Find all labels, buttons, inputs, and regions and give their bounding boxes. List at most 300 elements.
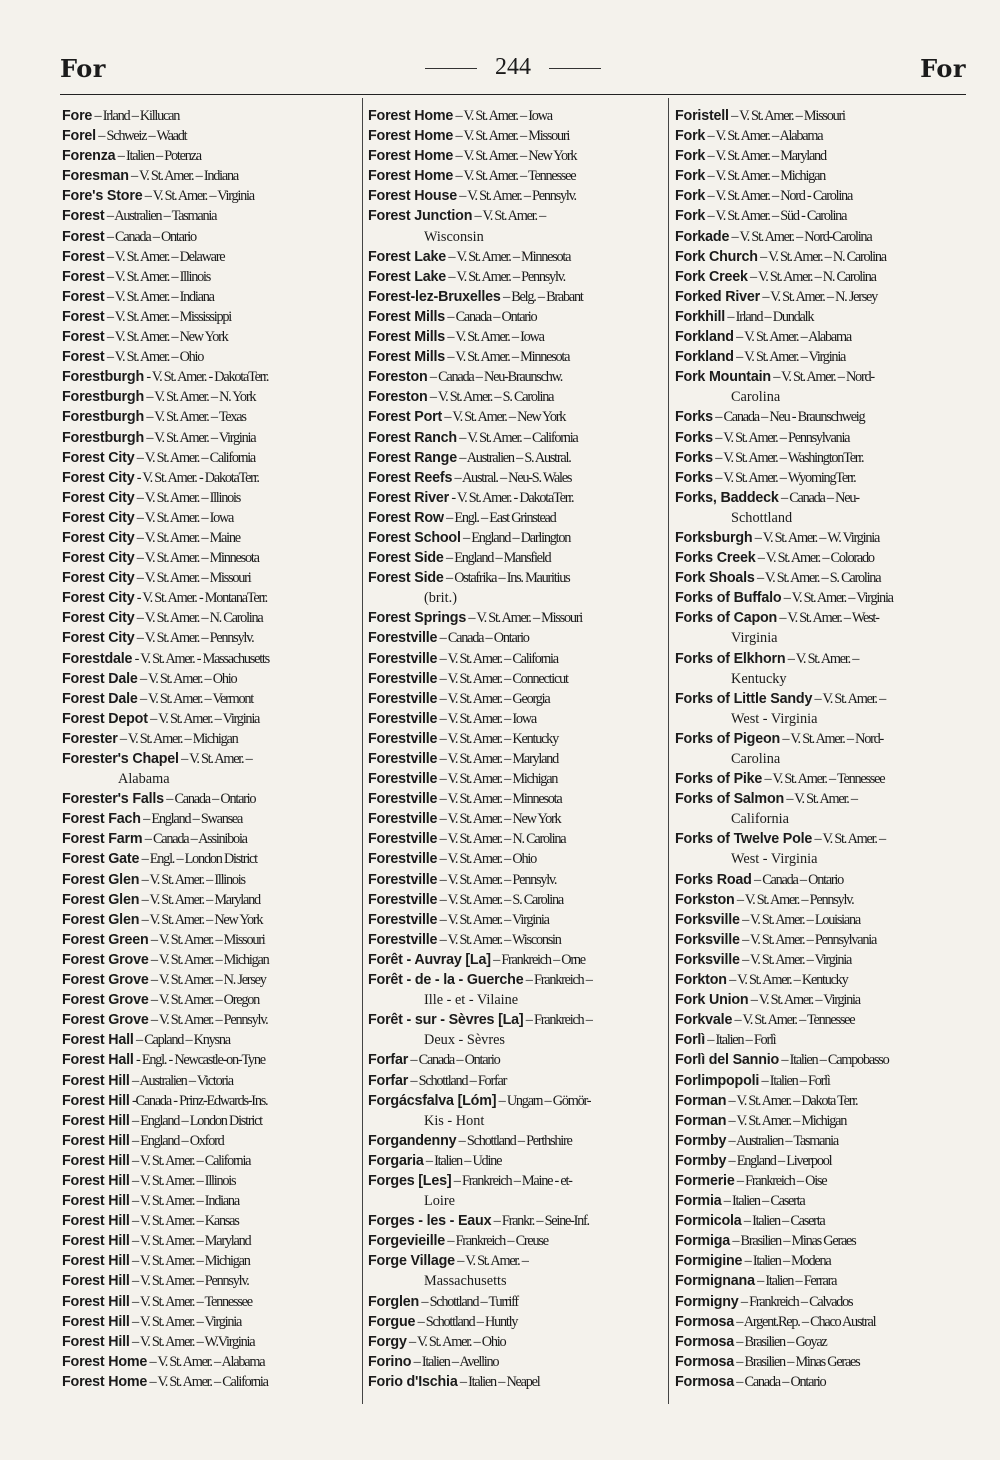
entry-location: – Schottland – Huntly: [415, 1313, 518, 1330]
entry-headword: Forks Creek: [675, 550, 756, 567]
entry-headword: Forestville: [368, 811, 438, 828]
entry-continuation: Massachusetts: [424, 1273, 507, 1290]
entry-location: – Canada – Neu-Braunschw.: [427, 369, 563, 386]
gazetteer-entry: [62, 729, 362, 749]
gazetteer-entry: [62, 1111, 362, 1131]
entry-location: – Brasilien – Minas Geraes: [733, 1353, 860, 1370]
gazetteer-entry: [675, 1091, 975, 1111]
entry-location: – Canada – Neu-: [778, 489, 859, 506]
gazetteer-entry: [675, 428, 975, 448]
entry-headword: Formiga: [675, 1233, 730, 1250]
entry-location: – V. St. Amer. – WashingtonTerr.: [712, 449, 864, 466]
entry-headword: Forest Mills: [368, 308, 446, 325]
gazetteer-entry: [368, 709, 668, 729]
header-rule: [60, 94, 966, 95]
entry-headword: Forest Hall: [62, 1052, 134, 1069]
gazetteer-entry: [675, 1191, 975, 1211]
entry-location: – Frankreich – Orne: [490, 951, 585, 968]
gazetteer-entry: [368, 649, 668, 669]
entry-headword: Forks: [675, 449, 713, 466]
gazetteer-entry: [62, 689, 362, 709]
entry-location: – Italien – Caserta: [741, 1213, 825, 1230]
gazetteer-entry: [62, 1211, 362, 1231]
entry-headword: Forest Lake: [368, 268, 447, 285]
entry-location: – V. St. Amer. – Michigan: [129, 1253, 250, 1270]
entry-headword: Forkade: [675, 228, 730, 245]
entry-headword: Forest Lake: [368, 248, 447, 265]
entry-headword: Foreston: [368, 389, 428, 406]
entry-continuation: Ille - et - Vilaine: [424, 992, 519, 1009]
entry-headword: Forest Depot: [62, 710, 148, 727]
entry-headword: Forestville: [368, 650, 438, 667]
gazetteer-entry: [675, 910, 975, 930]
entry-continuation: Kentucky: [731, 670, 787, 687]
entry-headword: Forges - les - Eaux: [368, 1213, 492, 1230]
entry-headword: Forenza: [62, 148, 116, 165]
gazetteer-entry: [368, 287, 668, 307]
entry-headword: Fork Shoals: [675, 570, 755, 587]
entry-headword: Forestville: [368, 771, 438, 788]
entry-headword: Forest Hill: [62, 1333, 130, 1350]
entry-headword: Forest Hill: [62, 1313, 130, 1330]
entry-headword: Forest Hill: [62, 1193, 130, 1210]
entry-location: – V. St. Amer. – Minnesota: [446, 248, 571, 265]
entry-location: – V. St. Amer. – Virginia: [781, 590, 893, 607]
entry-location: – Argent.Rep. – Chaco Austral: [733, 1313, 876, 1330]
entry-location: – V. St. Amer. – Tennessee: [129, 1293, 252, 1310]
gazetteer-entry: [62, 1352, 362, 1372]
entry-location: – V. St. Amer. – N. Carolina: [757, 248, 886, 265]
entry-location: – V. St. Amer. – Maryland: [437, 751, 558, 767]
entry-location: - V. St. Amer. - Massachusetts: [132, 650, 269, 667]
entry-headword: Forks: [675, 409, 713, 426]
entry-headword: Forest Home: [62, 1353, 148, 1370]
entry-headword: Forest Port: [368, 409, 443, 426]
gazetteer-entry: [675, 1171, 975, 1191]
entry-location: – V. St. Amer. – Maryland: [139, 891, 260, 908]
entry-location: – Australien – Tasmania: [104, 208, 217, 225]
entry-headword: Forest Grove: [62, 992, 149, 1009]
gazetteer-entry: [368, 950, 668, 970]
gazetteer-entry: [675, 769, 975, 789]
entry-location: – V. St. Amer. – Maryland: [705, 148, 826, 165]
gazetteer-entry: [675, 1071, 975, 1091]
gazetteer-entry: [675, 1332, 975, 1352]
entry-location: – V. St. Amer. – Pennsylv.: [134, 630, 254, 647]
entry-location: – V. St. Amer. – Michigan: [148, 951, 269, 968]
gazetteer-entry: [675, 1010, 975, 1030]
entry-location: – V. St. Amer. – Delaware: [104, 248, 225, 265]
gazetteer-entry: [62, 206, 362, 226]
entry-headword: Forest Row: [368, 509, 444, 526]
entry-headword: Forest Hill: [62, 1132, 130, 1149]
entry-location: – England – Oxford: [129, 1132, 224, 1149]
entry-headword: Formosa: [675, 1313, 734, 1330]
entry-headword: Fork: [675, 188, 706, 205]
gazetteer-entry: [675, 649, 975, 689]
gazetteer-entry: [368, 428, 668, 448]
entry-location: – V. St. Amer. – Missouri: [453, 128, 570, 145]
entry-headword: Forest Grove: [62, 972, 149, 989]
entry-location: – Frankreich –: [523, 1012, 592, 1029]
entry-location: – Italien – Avellino: [411, 1353, 499, 1370]
entry-headword: Forest Hall: [62, 1032, 134, 1049]
entry-headword: Forester's Chapel: [62, 751, 179, 767]
gazetteer-column-1: [62, 106, 362, 1392]
gazetteer-entry: [368, 448, 668, 468]
entry-location: – Frankr. – Seine-Inf.: [491, 1213, 589, 1230]
entry-location: – V. St. Amer. – Ohio: [406, 1333, 506, 1350]
entry-headword: Forgevieille: [368, 1233, 446, 1250]
gazetteer-entry: [675, 789, 975, 829]
entry-location: – Canada – Neu - Braunschweig: [712, 409, 865, 426]
entry-location: – V. St. Amer. –: [472, 208, 545, 225]
entry-headword: Formosa: [675, 1373, 734, 1390]
gazetteer-entry: [62, 890, 362, 910]
gazetteer-entry: [368, 910, 668, 930]
entry-location: – V. St. Amer. – Pennsylv.: [129, 1273, 249, 1290]
gazetteer-entry: [62, 1332, 362, 1352]
entry-headword: Forestville: [368, 871, 438, 888]
entry-headword: Formigine: [675, 1253, 743, 1270]
gazetteer-entry: [368, 387, 668, 407]
entry-location: – V. St. Amer. – S. Carolina: [437, 891, 563, 908]
entry-headword: Forest Junction: [368, 208, 473, 225]
gazetteer-entry: [62, 1292, 362, 1312]
entry-location: – Canada – Ontario: [751, 871, 844, 888]
gazetteer-entry: [368, 1231, 668, 1251]
entry-headword: Forest Grove: [62, 951, 149, 968]
entry-headword: Forestville: [368, 911, 438, 928]
entry-location: – Irland – Killucan: [92, 108, 180, 124]
entry-headword: Forksburgh: [675, 529, 753, 546]
gazetteer-entry: [62, 1171, 362, 1191]
gazetteer-entry: [62, 548, 362, 568]
gazetteer-entry: [62, 789, 362, 809]
entry-headword: Forlì: [675, 1032, 705, 1049]
entry-location: – Italien – Modena: [742, 1253, 831, 1270]
gazetteer-entry: [62, 568, 362, 588]
running-head-right: For: [920, 54, 966, 83]
gazetteer-entry: [368, 608, 668, 628]
entry-location: – V. St. Amer. – Pennsylv.: [456, 188, 576, 205]
entry-headword: Fore: [62, 108, 93, 124]
entry-location: – V. St. Amer. – California: [129, 1152, 251, 1169]
entry-location: – V. St. Amer. – Dakota Terr.: [726, 1092, 858, 1109]
entry-location: – Italien – Caserta: [721, 1193, 805, 1210]
entry-headword: Forks of Buffalo: [675, 590, 782, 607]
gazetteer-entry: [675, 1292, 975, 1312]
entry-location: – V. St. Amer. – Michigan: [705, 168, 826, 185]
gazetteer-entry: [675, 1271, 975, 1291]
header-dash-left: [425, 68, 477, 69]
page-number-block: [60, 54, 966, 81]
entry-headword: Forest Home: [368, 168, 454, 185]
entry-headword: Forest Dale: [62, 690, 138, 707]
entry-location: – Italien – Potenza: [115, 148, 201, 165]
gazetteer-entry: [62, 1010, 362, 1030]
entry-location: – V. St. Amer. – Virginia: [733, 349, 846, 366]
entry-location: – Frankreich – Maine - et-: [451, 1172, 572, 1189]
gazetteer-entry: [368, 870, 668, 890]
gazetteer-entry: [368, 749, 668, 769]
gazetteer-entry: [62, 528, 362, 548]
entry-headword: Forestdale: [62, 650, 133, 667]
entry-headword: Forest City: [62, 489, 135, 506]
entry-location: – Ungarn – Gömör-: [496, 1092, 591, 1109]
gazetteer-entry: [62, 870, 362, 890]
gazetteer-entry: [62, 428, 362, 448]
entry-location: – Engl. – London District: [139, 851, 257, 868]
gazetteer-entry: [368, 568, 668, 608]
entry-continuation: Alabama: [118, 771, 170, 788]
entry-headword: Forfar: [368, 1052, 409, 1069]
gazetteer-entry: [675, 247, 975, 267]
gazetteer-entry: [368, 307, 668, 327]
gazetteer-entry: [368, 347, 668, 367]
gazetteer-entry: [675, 970, 975, 990]
entry-headword: Formosa: [675, 1353, 734, 1370]
entry-headword: Forks of Capon: [675, 610, 778, 627]
gazetteer-entry: [368, 206, 668, 246]
gazetteer-entry: [675, 407, 975, 427]
entry-location: – Ostafrika – Ins. Mauritius: [443, 570, 570, 587]
gazetteer-entry: [62, 387, 362, 407]
column-divider: [668, 98, 669, 1404]
entry-headword: Forestville: [368, 791, 438, 808]
gazetteer-entry: [62, 488, 362, 508]
column-divider: [362, 98, 363, 1404]
gazetteer-entry: [368, 367, 668, 387]
running-head-left: For: [60, 54, 106, 83]
gazetteer-entry: [675, 1231, 975, 1251]
gazetteer-entry: [62, 1131, 362, 1151]
gazetteer-entry: [368, 146, 668, 166]
entry-location: – England – London District: [129, 1112, 262, 1129]
entry-location: – V. St. Amer. – Michigan: [726, 1112, 847, 1129]
gazetteer-entry: [368, 1211, 668, 1231]
gazetteer-entry: [675, 267, 975, 287]
gazetteer-entry: [368, 1312, 668, 1332]
entry-headword: Forestburgh: [62, 389, 144, 406]
entry-location: – V. St. Amer. –: [812, 690, 885, 707]
gazetteer-entry: [675, 307, 975, 327]
entry-headword: Forest Green: [62, 931, 149, 948]
entry-headword: Forestville: [368, 751, 438, 767]
entry-location: – V. St. Amer. – Tennessee: [453, 168, 576, 185]
gazetteer-entry: [62, 1030, 362, 1050]
entry-location: – Austral. – Neu-S. Wales: [452, 469, 572, 486]
gazetteer-entry: [368, 407, 668, 427]
entry-location: – V. St. Amer. – Missouri: [148, 931, 265, 948]
entry-location: -Canada - Prinz-Edwards-Ins.: [129, 1092, 268, 1109]
gazetteer-entry: [62, 588, 362, 608]
entry-headword: Forest Home: [62, 1373, 148, 1390]
entry-location: – V. St. Amer. – Iowa: [453, 108, 552, 124]
gazetteer-entry: [62, 347, 362, 367]
entry-headword: Forgaria: [368, 1152, 424, 1169]
gazetteer-entry: [368, 1151, 668, 1171]
entry-headword: Forks of Elkhorn: [675, 650, 786, 667]
entry-headword: Forel: [62, 128, 96, 145]
gazetteer-entry: [62, 950, 362, 970]
entry-headword: Forest Hill: [62, 1092, 130, 1109]
entry-location: – Australien – Tasmania: [726, 1132, 838, 1149]
gazetteer-entry: [62, 608, 362, 628]
gazetteer-entry: [368, 247, 668, 267]
entry-location: – V. St. Amer. –: [812, 831, 885, 848]
entry-location: - V. St. Amer. - DakotaTerr.: [134, 469, 259, 486]
entry-headword: Forksville: [675, 911, 740, 928]
entry-continuation: Wisconsin: [424, 228, 484, 245]
entry-location: – V. St. Amer. – California: [456, 429, 578, 446]
entry-location: – Canada – Ontario: [733, 1373, 826, 1390]
gazetteer-entry: [368, 1131, 668, 1151]
entry-headword: Foresman: [62, 168, 129, 185]
entry-continuation: Schottland: [731, 509, 793, 526]
gazetteer-entry: [368, 1071, 668, 1091]
gazetteer-entry: [675, 347, 975, 367]
entry-headword: Formerie: [675, 1172, 735, 1189]
entry-continuation: Kis - Hont: [424, 1112, 485, 1129]
gazetteer-entry: [62, 849, 362, 869]
entry-location: – V. St. Amer. – Illinois: [129, 1172, 236, 1189]
entry-location: – V. St. Amer. – N. Carolina: [747, 268, 876, 285]
gazetteer-entry: [368, 1050, 668, 1070]
entry-headword: Forest Fach: [62, 811, 141, 828]
entry-headword: Forest Ranch: [368, 429, 457, 446]
entry-headword: Forest Mills: [368, 329, 446, 346]
gazetteer-entry: [62, 1251, 362, 1271]
entry-location: – Schweiz – Waadt: [95, 128, 187, 145]
header-dash-right: [549, 68, 601, 69]
gazetteer-column-2: [368, 106, 668, 1392]
gazetteer-entry: [675, 206, 975, 226]
entry-headword: Forest Grove: [62, 1012, 149, 1029]
entry-location: – Italien – Campobasso: [779, 1052, 889, 1069]
entry-headword: Foreston: [368, 369, 428, 386]
gazetteer-entry: [675, 548, 975, 568]
gazetteer-entry: [675, 568, 975, 588]
entry-headword: Fork: [675, 208, 706, 225]
entry-location: – V. St. Amer. – Pennsylvania: [712, 429, 850, 446]
entry-location: – England – Darlington: [460, 529, 571, 546]
entry-location: – Canada – Ontario: [163, 791, 256, 808]
entry-continuation: Deux - Sèvres: [424, 1032, 505, 1049]
gazetteer-entry: [368, 1292, 668, 1312]
entry-headword: Forestburgh: [62, 409, 144, 426]
entry-headword: Forêt - sur - Sèvres [La]: [368, 1012, 524, 1029]
entry-location: – V. St. Amer. – Vermont: [137, 690, 253, 707]
entry-headword: Forks of Salmon: [675, 791, 785, 808]
entry-headword: Forest City: [62, 610, 135, 627]
entry-headword: Forksville: [675, 931, 740, 948]
gazetteer-entry: [368, 267, 668, 287]
entry-location: – V. St. Amer. – Süd - Carolina: [705, 208, 847, 225]
entry-headword: Formosa: [675, 1333, 734, 1350]
entry-headword: Forlì del Sannio: [675, 1052, 780, 1069]
entry-headword: Forestville: [368, 730, 438, 747]
entry-headword: Forest Dale: [62, 670, 138, 687]
entry-location: – V. St. Amer. – Virginia: [739, 951, 852, 968]
gazetteer-entry: [62, 709, 362, 729]
gazetteer-entry: [368, 809, 668, 829]
gazetteer-entry: [368, 126, 668, 146]
entry-location: – V. St. Amer. – Illinois: [134, 489, 241, 506]
entry-location: – V. St. Amer. – Kentucky: [726, 972, 848, 989]
entry-location: – V. St. Amer. – Colorado: [755, 550, 874, 567]
entry-headword: Forks Road: [675, 871, 752, 888]
gazetteer-entry: [62, 1151, 362, 1171]
entry-headword: Forest Glen: [62, 911, 140, 928]
entry-location: – V. St. Amer. – Missouri: [466, 610, 583, 627]
entry-location: – V. St. Amer. – Wisconsin: [437, 931, 561, 948]
gazetteer-entry: [368, 1352, 668, 1372]
entry-location: - V. St. Amer. - DakotaTerr.: [144, 369, 269, 386]
gazetteer-entry: [368, 930, 668, 950]
entry-headword: Formia: [675, 1193, 722, 1210]
entry-headword: Fork: [675, 168, 706, 185]
gazetteer-entry: [62, 267, 362, 287]
entry-location: – Canada – Assiniboia: [142, 831, 247, 848]
gazetteer-entry: [62, 1271, 362, 1291]
gazetteer-entry: [368, 729, 668, 749]
gazetteer-entry: [675, 890, 975, 910]
entry-continuation: California: [731, 811, 789, 828]
gazetteer-entry: [62, 508, 362, 528]
entry-location: – V. St. Amer. – Iowa: [445, 329, 544, 346]
entry-location: – V. St. Amer. –: [454, 1253, 528, 1270]
gazetteer-entry: [62, 468, 362, 488]
entry-headword: Forest Range: [368, 449, 457, 466]
entry-location: – V. St. Amer. – Virginia: [147, 710, 260, 727]
gazetteer-entry: [62, 1091, 362, 1111]
entry-location: – V. St. Amer. – Michigan: [117, 730, 238, 747]
entry-location: – V. St. Amer. – New York: [139, 911, 263, 928]
entry-location: – Capland – Knysna: [133, 1032, 230, 1049]
gazetteer-entry: [675, 870, 975, 890]
entry-headword: Forest Glen: [62, 891, 140, 908]
entry-location: – V. St. Amer. – Indiana: [129, 1193, 239, 1210]
entry-location: - Engl. - Newcastle-on-Tyne: [133, 1052, 265, 1069]
entry-location: – V. St. Amer. – Indiana: [104, 288, 214, 305]
entry-location: – V. St. Amer. –: [785, 650, 859, 667]
entry-location: – Italien – Neapel: [457, 1373, 540, 1390]
gazetteer-entry: [368, 669, 668, 689]
gazetteer-entry: [675, 166, 975, 186]
entry-headword: Forest Hill: [62, 1293, 130, 1310]
entry-location: – V. St. Amer. – Minnesota: [134, 550, 259, 567]
entry-location: – V. St. Amer. – West-: [777, 610, 879, 627]
entry-headword: Forest Side: [368, 570, 444, 587]
entry-headword: Forman: [675, 1092, 727, 1109]
entry-location: – V. St. Amer. – Virginia: [142, 188, 254, 205]
entry-location: – V. St. Amer. – Virginia: [748, 992, 860, 1009]
entry-location: – V. St. Amer. – W.Virginia: [129, 1333, 255, 1350]
entry-headword: Forest City: [62, 509, 135, 526]
entry-location: – V. St. Amer. – Indiana: [128, 168, 238, 185]
gazetteer-entry: [368, 186, 668, 206]
entry-continuation: West - Virginia: [731, 710, 818, 727]
entry-headword: Forest-lez-Bruxelles: [368, 288, 501, 305]
gazetteer-entry: [368, 1251, 668, 1291]
entry-continuation: West - Virginia: [731, 851, 818, 868]
entry-headword: Forest Farm: [62, 831, 143, 848]
gazetteer-entry: [62, 970, 362, 990]
gazetteer-entry: [368, 628, 668, 648]
entry-location: – V. St. Amer. – Oregon: [148, 992, 260, 1009]
gazetteer-entry: [675, 528, 975, 548]
